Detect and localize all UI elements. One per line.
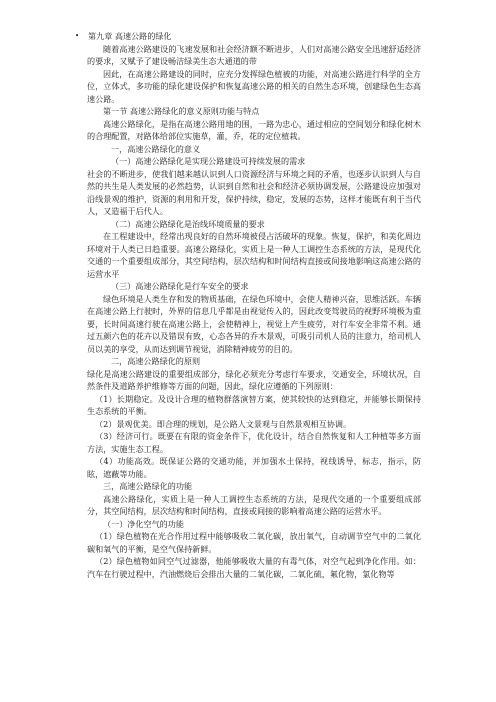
subsection-heading: （一）净化空气的功能 [103, 518, 184, 529]
paragraph: 高速公路绿化，是指在高速公路用地的围，一路为忠心，通过相应的空间划分和绿化树木的合理配置，对路体给部位实施草，灌，乔，花的定位植栽。 [87, 118, 421, 141]
subsection-heading: 二，高速公路绿化的原则 [111, 356, 201, 366]
bullet-icon: • [75, 32, 80, 40]
list-item: （1）长期稳定。及设计合理的植物群落演替方案，使其较快的达到稳定，并能够长期保持生态系统的平衡。 [87, 393, 421, 416]
list-item: （2）景观优美。即合理的规划，是公路人文景观与自然景观相互协调。 [95, 418, 352, 429]
list-item: （2）绿色植物如同空气过滤器，他能够吸收大量的有毒气体，对空气起到净化作用。如：汽车在行驶过程中，汽油燃烧后会排出大量的二氧化碳，二氧化硫，氟化物，氯化物等 [87, 556, 421, 579]
paragraph: 随着高速公路建设的飞速发展和社会经济额不断进步，人们对高速公路安全迅速舒适经济的要求，又赋予了建设畅洁绿美生态大通道的带 [87, 43, 421, 66]
paragraph: 因此，在高速公路建设的同时，应充分发挥绿色植被的功能，对高速公路进行科学的全方位，立体式，多功能的绿化建设保护和恢复高速公路的相关的自然生态环境，创建绿色生态高速公路。 [87, 68, 421, 104]
paragraph: 绿色环境是人类生存和发的物质基础，在绿色环境中，会使人精神兴奋，思维活跃。车辆在高速公路上行驶时，外界的信息几乎都是由视觉传入的，因此改变驾驶员的视野环境极为重要，长时间高速行驶在高速公路上，会使精神上，视觉上产生疲劳，对行车安全非常不利。通过五颜六色的花卉以及错误有致，心态各异的乔木景观，可吸引司机人员的注意力，给司机人员以美的享受，从而达到调节视觉，消除精神疲劳的目的。 [87, 293, 421, 354]
paragraph: 在工程建设中，经常出现良好的自然环境被侵占活破坏的现象。恢复，保护，和美化周边环境对于人类已日趋重要。高速公路绿化，实质上是一种人工调控生态系统的方法，是现代化交通的一个重要组成部分，其空间结构，层次结构和时间结构直接或间接地影响这高速公路的运营水平 [87, 231, 421, 279]
chapter-title: 第九章 高速公路的绿化 [88, 31, 172, 41]
subsection-heading: （二）高速公路绿化是治线环境质量的要求 [111, 218, 265, 229]
subsection-heading: 一，高速公路绿化的意义 [111, 143, 201, 154]
list-item: （4）功能高效。既保证公路的交通功能，并加强水土保持，视线诱导，标志，指示，防眩，遮蔽等功能。 [87, 456, 421, 479]
section-heading: 第一节 高速公路绿化的意义原则功能与特点 [103, 106, 260, 116]
document-body [87, 43, 421, 581]
subsection-heading: （三）高速公路绿化是行车安全的要求 [111, 281, 249, 291]
subsection-heading: 三，高速公路绿化的功能 [103, 481, 193, 491]
paragraph: 社会的不断进步，使我们越来越认识到人口资源经济与环境之间的矛盾，也逐步认识到人与自然的共生是人类发展的必然趋势，认识到自然和社会和经济必须协调发展，公路建设应加强对沿线景观的维护，资源的利用和开发，保护持续，稳定，发展的态势，这样才能既有利于当代人，又造福于后代人。 [87, 168, 421, 216]
subsection-heading: （一）高速公路绿化是实现公路建设可持续发展的需求 [111, 156, 306, 166]
list-item: （1）绿色植物在光合作用过程中能够吸收二氧化碳，放出氧气，自动调节空气中的二氧化碳和氧气的平衡，是空气保持新鲜。 [87, 531, 421, 554]
paragraph: 绿化是高速公路建设的重要组成部分，绿化必须充分考虑行车要求，交通安全，环境状况，自然条件及道路养护维修等方面的问题，因此，绿化应遵循的下列原则： [87, 368, 421, 391]
paragraph: 高速公路绿化，实质上是一种人工调控生态系统的方法，是现代交通的一个重要组成部分，其空间结构，层次结构和时间结构，直接或间接的影响着高速公路的运营水平。 [87, 493, 421, 516]
list-item: （3）经济可行。既要在有限的资金条件下，优化设计，结合自然恢复和人工种植等多方面方法，实施生态工程。 [87, 431, 421, 454]
